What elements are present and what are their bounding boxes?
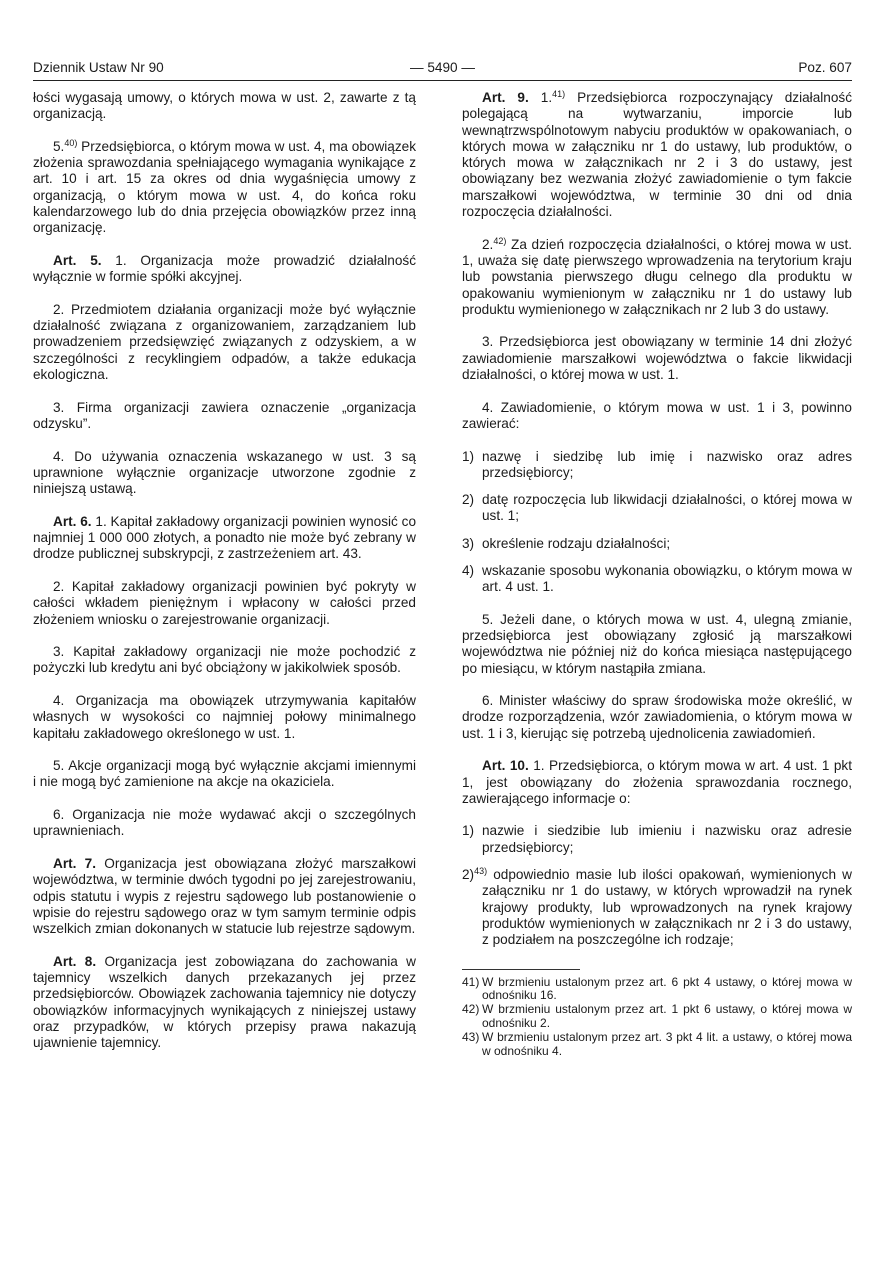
paragraph-text: 3. Firma organizacji zawiera oznaczenie „organizacja odzysku”.	[33, 399, 416, 431]
paragraph-text: Przedsiębiorca, o którym mowa w ust. 4, ma obowiązek złożenia sprawozdania spełniającego wymagania wynikające z art. 10 i art. 15 za okres od dnia wygaśnięcia umowy z organizacją, o którym mowa w ust. 4, do końca roku kalendarzowego lub do dnia przejęcia obowiązków przez inną organizację.	[33, 138, 416, 236]
running-header	[33, 60, 852, 81]
footnote-ref: 40)	[64, 137, 78, 148]
list-number: 4)	[462, 563, 475, 579]
paragraph-text: 4. Zawiadomienie, o którym mowa w ust. 1 i 3, powinno zawierać:	[462, 399, 852, 431]
paragraph-text: 2. Kapitał zakładowy organizacji powinien być pokryty w całości wkładem pieniężnym i wpłacony w całości przed złożeniem wniosku o zarejestrowanie organizacji.	[33, 578, 416, 627]
list-item	[462, 449, 852, 482]
left-column	[33, 90, 416, 1068]
footnote-number: 43)	[462, 1029, 480, 1044]
footnote-text: W brzmieniu ustalonym przez art. 6 pkt 4 ustawy, o której mowa w odnośniku 16.	[482, 974, 852, 1003]
list-item	[462, 867, 852, 948]
paragraph-text: Organizacja jest zobowiązana do zachowania w tajemnicy wszelkich danych przekazanych jej przez przedsiębiorców. Obowiązek zachowania tajemnicy nie dotyczy obowiązków informacyjnych wynikających z niniejszej ustawy oraz przypadków, w których przepisy prawa nakazują ujawnienie tajemnicy.	[33, 953, 416, 1051]
paragraph-text: 1. Kapitał zakładowy organizacji powinien wynosić co najmniej 1 000 000 złotych, a ponadto nie może być zebrany w drodze publicznej subskrypcji, z zastrzeżeniem art. 43.	[33, 513, 417, 562]
paragraph	[33, 693, 416, 742]
paragraph-text: 1. Przedsiębiorca, o którym mowa w art. 4 ust. 1 pkt 1, jest obowiązany do złożenia sprawozdania rocznego, zawierającego informacje o:	[462, 758, 852, 806]
paragraph	[462, 400, 852, 433]
list-number: 3)	[462, 535, 475, 551]
paragraph-text: Za dzień rozpoczęcia działalności, o której mowa w ust. 1, uważa się datę pierwszego wprowadzenia na terytorium kraju lub powstania pierwszego długu celnego dla produktu w opakowaniu wymienionym w załączniku nr 1 do ustawy lub produktu wymienionego w załącznikach nr 2 lub 3 do ustawy.	[462, 236, 852, 317]
article-number: Art. 6.	[53, 513, 92, 529]
footnote	[462, 976, 852, 1004]
position-number: Poz. 607	[798, 60, 852, 75]
list-text: wskazanie sposobu wykonania obowiązku, o którym mowa w art. 4 ust. 1.	[482, 563, 852, 595]
list-item	[462, 823, 852, 856]
footnote-ref: 42)	[493, 235, 507, 246]
section-number: 1.	[528, 90, 553, 105]
footnote-ref: 41)	[552, 89, 566, 99]
paragraph-text: 3. Przedsiębiorca jest obowiązany w terminie 14 dni złożyć zawiadomienie marszałkowi województwa o fakcie likwidacji działalności, o której mowa w ust. 1.	[462, 334, 852, 383]
section-number: 2.	[482, 236, 494, 252]
list-text: nazwie i siedzibie lub imieniu i nazwisku oraz adresie przedsiębiorcy;	[482, 823, 852, 855]
paragraph	[33, 579, 416, 628]
paragraph-text: 1. Organizacja może prowadzić działalność wyłącznie w formie spółki akcyjnej.	[33, 252, 416, 285]
paragraph	[33, 139, 416, 237]
right-column	[462, 90, 852, 1058]
paragraph	[33, 90, 416, 123]
article-number: Art. 10.	[482, 758, 529, 774]
journal-title: Dziennik Ustaw Nr 90	[33, 60, 164, 75]
article-number: Art. 5.	[53, 252, 102, 268]
footnote	[462, 1003, 852, 1031]
paragraph	[33, 856, 416, 937]
list-item	[462, 492, 852, 525]
list-number: 1)	[462, 448, 475, 464]
paragraph-text: łości wygasają umowy, o których mowa w ust. 2, zawarte z tą organizacją.	[33, 90, 416, 122]
paragraph	[462, 693, 852, 742]
list-item	[462, 563, 852, 596]
paragraph	[33, 449, 416, 498]
paragraph	[462, 334, 852, 383]
paragraph	[33, 400, 416, 433]
article-number: Art. 7.	[53, 855, 96, 871]
paragraph	[33, 954, 416, 1052]
paragraph	[33, 807, 416, 840]
section-number: 5.	[53, 138, 65, 154]
footnote-text: W brzmieniu ustalonym przez art. 3 pkt 4 lit. a ustawy, o której mowa w odnośniku 4.	[482, 1029, 852, 1058]
paragraph	[462, 758, 852, 807]
paragraph	[462, 612, 852, 677]
paragraph-text: 4. Do używania oznaczenia wskazanego w ust. 3 są uprawnione wyłącznie organizacje utworzone zgodnie z niniejszą ustawą.	[33, 448, 416, 497]
paragraph-text: 5. Jeżeli dane, o których mowa w ust. 4, ulegną zmianie, przedsiębiorca jest obowiązany zgłosić ją marszałkowi województwa nie później niż do końca miesiąca następującego po miesiącu, w którym nastąpiła zmiana.	[462, 611, 852, 676]
paragraph-text: 4. Organizacja ma obowiązek utrzymywania kapitałów własnych w wysokości co najmniej połowy minimalnego kapitału zakładowego określonego w ust. 1.	[33, 692, 416, 741]
paragraph	[33, 758, 416, 791]
footnote-number: 42)	[462, 1002, 480, 1017]
footnote-rule	[462, 969, 580, 970]
list-item	[462, 536, 852, 552]
paragraph-text: 6. Minister właściwy do spraw środowiska może określić, w drodze rozporządzenia, wzór zawiadomienia, o którym mowa w ust. 1 i 3, kierując się potrzebą ujednolicenia zawiadomień.	[462, 693, 852, 741]
page-number: — 5490 —	[410, 60, 475, 75]
paragraph	[33, 644, 416, 677]
article-number: Art. 8.	[53, 953, 97, 969]
paragraph-text: 5. Akcje organizacji mogą być wyłącznie akcjami imiennymi i nie mogą być zamienione na akcje na okaziciela.	[33, 758, 416, 790]
paragraph	[462, 237, 852, 318]
paragraph-text: 3. Kapitał zakładowy organizacji nie może pochodzić z pożyczki lub kredytu ani być obciążony w jakikolwiek sposób.	[33, 644, 416, 676]
paragraph	[33, 514, 416, 563]
paragraph	[33, 302, 416, 383]
footnote-ref: 43)	[474, 866, 488, 877]
list-text: datę rozpoczęcia lub likwidacji działalności, o której mowa w ust. 1;	[482, 492, 852, 524]
footnote	[462, 1031, 852, 1059]
paragraph	[33, 253, 416, 286]
footnote-number: 41)	[462, 974, 480, 989]
list-number: 2)	[462, 492, 475, 508]
list-number: 1)	[462, 823, 475, 839]
paragraph-text: Organizacja jest obowiązana złożyć marszałkowi województwa, w terminie dwóch tygodni po jej zarejestrowaniu, odpis statutu i wypis z rejestru sądowego lub postanowienie o wpisie do rejestru sądowego oraz w tym samym terminie odpis wszelkich zmian dokonanych w statucie lub rejestrze sądowym.	[33, 855, 416, 937]
paragraph-text: Przedsiębiorca rozpoczynający działalność polegającą na wytwarzaniu, imporcie lub wewnątrzwspólnotowym nabyciu produktów w opakowaniach, o których mowa w załączniku nr 1 do ustawy, lub produktów, o których mowa w załącznikach nr 2 i 3 do ustawy, jest obowiązany bez wezwania złożyć zawiadomienie o tym fakcie marszałkowi województwa, w terminie 30 dni od dnia rozpoczęcia działalności.	[462, 90, 852, 220]
article-number: Art. 9.	[482, 90, 529, 105]
paragraph-text: 6. Organizacja nie może wydawać akcji o szczególnych uprawnieniach.	[33, 807, 416, 839]
paragraph-text: 2. Przedmiotem działania organizacji może być wyłącznie działalność związana z organizowaniem, zarządzaniem lub prowadzeniem przedsięwzięć związanych z odzyskiem, a w szczególności z recyklingiem odpadów, a także edukacja ekologiczna.	[33, 301, 416, 383]
paragraph	[462, 90, 852, 220]
list-number: 2)	[462, 867, 475, 883]
list-text: odpowiednio masie lub ilości opakowań, wymienionych w załączniku nr 1 do ustawy, w których wprowadził na rynek krajowy produkty, lub wprowadzonych na rynek krajowy produktów wymienionych w załącznikach nr 2 i 3 do ustawy, z podziałem na poszczególne ich rodzaje;	[482, 867, 852, 948]
footnote-text: W brzmieniu ustalonym przez art. 1 pkt 6 ustawy, o której mowa w odnośniku 2.	[482, 1002, 852, 1030]
list-text: nazwę i siedzibę lub imię i nazwisko oraz adres przedsiębiorcy;	[482, 448, 852, 480]
list-text: określenie rodzaju działalności;	[482, 535, 671, 551]
